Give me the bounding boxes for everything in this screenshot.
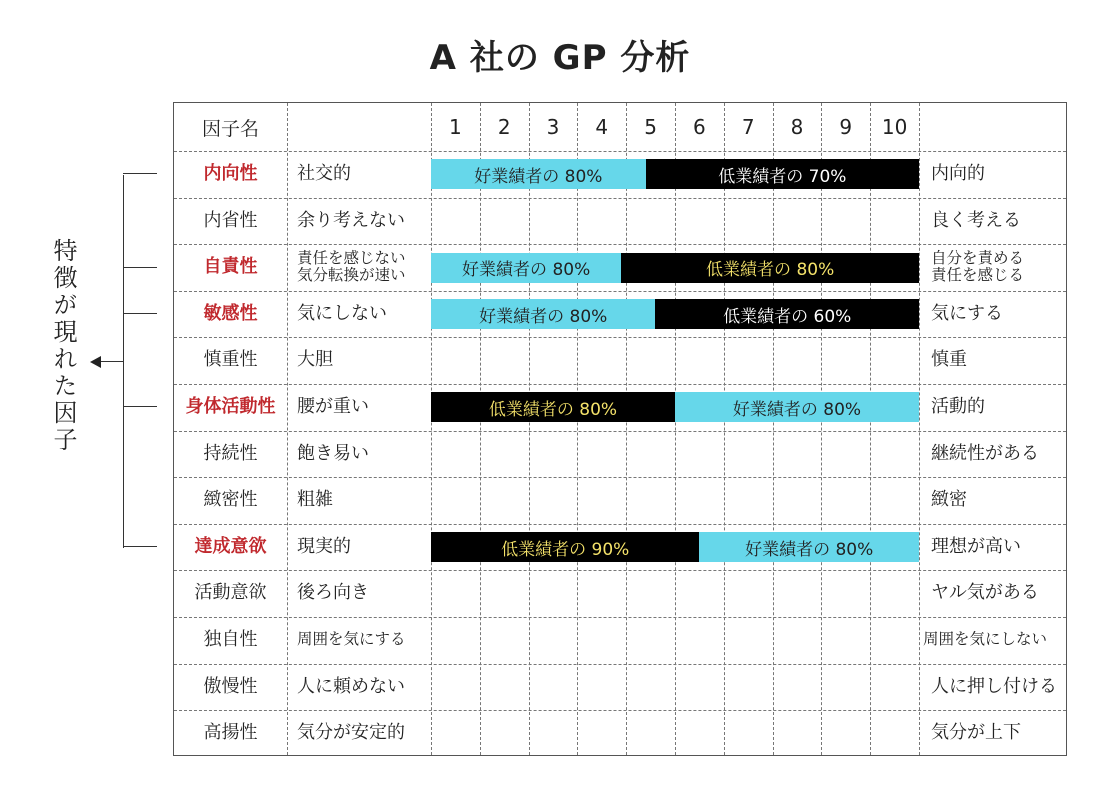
factor-name: 慎重性: [203, 349, 258, 371]
low-pole-label: 後ろ向き: [297, 582, 369, 604]
low-pole-label: 気にしない: [297, 302, 387, 324]
low-pole-label: 余り考えない: [297, 209, 405, 231]
scale-header-8: 8: [790, 115, 804, 139]
grid-vline: [773, 103, 774, 755]
low-pole-label: 粗雑: [297, 489, 333, 511]
page-title: A 社の GP 分析: [429, 38, 691, 78]
high-pole-label: 内向的: [931, 162, 985, 184]
high-pole-label: ヤル気がある: [931, 582, 1039, 604]
high-pole-label: 緻密: [931, 489, 967, 511]
high-pole-label: 良く考える: [931, 209, 1021, 231]
grid-vline: [431, 103, 432, 755]
good-performer-bar: 好業績者の 80%: [699, 532, 919, 562]
factor-name: 自責性: [203, 256, 258, 278]
factor-name: 独自性: [203, 628, 258, 650]
low-pole-label: 周囲を気にする: [297, 630, 406, 649]
grid-vline: [626, 103, 627, 755]
low-performer-bar: 低業績者の 80%: [431, 392, 675, 422]
high-pole-label: 理想が高い: [931, 535, 1021, 557]
good-performer-bar: 好業績者の 80%: [675, 392, 919, 422]
scale-header-7: 7: [741, 115, 755, 139]
high-pole-label: 気分が上下: [931, 722, 1021, 744]
good-performer-bar: 好業績者の 80%: [431, 253, 621, 283]
high-pole-label: 自分を責める 責任を感じる: [931, 248, 1025, 285]
bracket-tick: [123, 546, 157, 547]
scale-header-6: 6: [693, 115, 706, 139]
gp-analysis-table: [173, 102, 1067, 756]
low-pole-label: 大胆: [297, 349, 333, 371]
scale-header-9: 9: [839, 115, 853, 139]
good-performer-bar: 好業績者の 80%: [431, 159, 646, 189]
factor-name: 緻密性: [203, 489, 258, 511]
low-performer-bar: 低業績者の 60%: [655, 299, 919, 329]
scale-header-10: 10: [881, 115, 908, 139]
high-pole-label: 活動的: [931, 395, 985, 417]
scale-header-2: 2: [497, 115, 511, 139]
low-pole-label: 気分が安定的: [297, 722, 405, 744]
low-pole-label: 責任を感じない 気分転換が速い: [297, 248, 406, 285]
factor-name: 内省性: [203, 209, 258, 231]
bracket-tick: [123, 313, 157, 314]
bracket-line: [123, 175, 124, 548]
factor-name: 身体活動性: [185, 395, 276, 417]
low-pole-label: 社交的: [297, 162, 351, 184]
factor-name: 傲慢性: [203, 675, 258, 697]
high-pole-label: 慎重: [931, 349, 967, 371]
high-pole-label: 気にする: [931, 302, 1003, 324]
grid-vline: [480, 103, 481, 755]
bracket-tick: [123, 406, 157, 407]
low-pole-label: 現実的: [297, 535, 351, 557]
high-pole-label: 人に押し付ける: [931, 675, 1057, 697]
side-label: 特徴が現れた因子: [49, 238, 77, 454]
grid-vline: [577, 103, 578, 755]
arrow-line: [100, 361, 123, 362]
grid-vline: [821, 103, 822, 755]
low-performer-bar: 低業績者の 90%: [431, 532, 699, 562]
low-pole-label: 人に頼めない: [297, 675, 405, 697]
grid-vline: [724, 103, 725, 755]
high-pole-label: 周囲を気にしない: [923, 630, 1048, 649]
factor-name: 活動意欲: [194, 582, 267, 604]
factor-name: 内向性: [203, 162, 258, 184]
low-pole-label: 飽き易い: [297, 442, 369, 464]
header-factor: 因子名: [201, 117, 259, 140]
arrow-left-icon: [90, 356, 101, 368]
good-performer-bar: 好業績者の 80%: [431, 299, 655, 329]
high-pole-label: 継続性がある: [931, 442, 1039, 464]
factor-name: 高揚性: [203, 722, 258, 744]
bracket-tick: [123, 173, 157, 174]
bracket-tick: [123, 267, 157, 268]
grid-vline: [675, 103, 676, 755]
grid-vline: [529, 103, 530, 755]
factor-name: 敏感性: [203, 302, 258, 324]
grid-vline: [870, 103, 871, 755]
low-performer-bar: 低業績者の 70%: [646, 159, 919, 189]
factor-name: 達成意欲: [194, 535, 267, 557]
scale-header-3: 3: [546, 115, 560, 139]
scale-header-4: 4: [595, 115, 609, 139]
low-performer-bar: 低業績者の 80%: [621, 253, 919, 283]
factor-name: 持続性: [203, 442, 258, 464]
low-pole-label: 腰が重い: [297, 395, 369, 417]
scale-header-1: 1: [449, 115, 462, 139]
scale-header-5: 5: [644, 115, 657, 139]
